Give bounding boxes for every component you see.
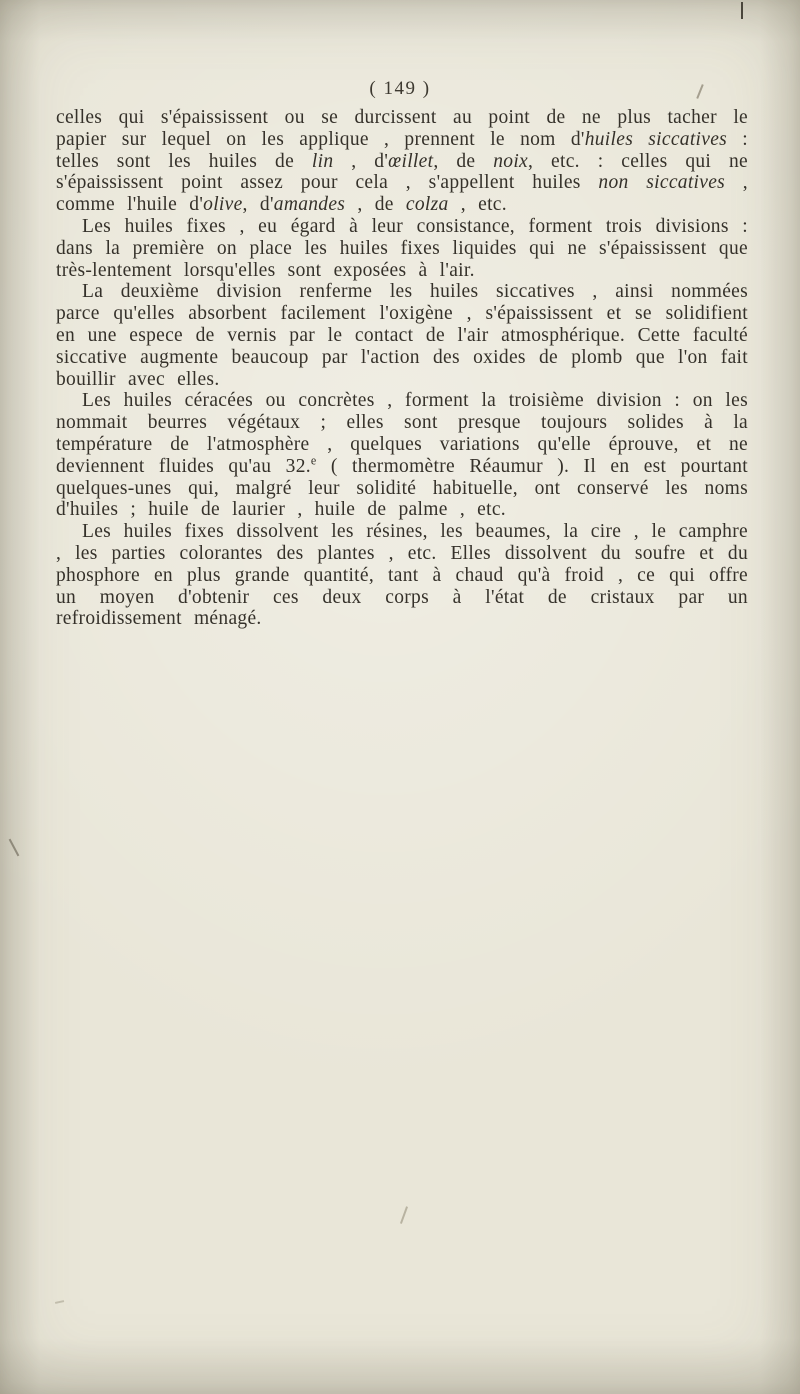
scan-artifact-bottom-slash [400,1206,408,1223]
text-run: Les huiles fixes , eu égard à leur consistance, forment trois divisions : dans la première on place les huiles fixes liquides qui ne s'épaississent que très-lentement lorsqu'elles sont exposées à l'air. [56,215,748,281]
scan-artifact-top-right-line [741,2,743,19]
text-run: , etc. : celles qui ne s'épaississent point assez pour cela , s'appellent huiles [56,150,749,194]
text-run: Les huiles céracées ou concrètes , forment la troisième division : on les nommait beurres végétaux ; elles sont presque toujours solides à la température de l'atmosphère , quelques variations qu'elle éprouve, et ne deviennent fluides qu'au 32. [56,390,748,477]
scan-artifact-bottom-left-mark [55,1300,64,1303]
text-run-italic: huiles siccatives [584,128,728,150]
text-run-italic: olive [203,194,243,216]
text-run: , d' [242,194,274,216]
text-run-italic: noix [493,150,528,172]
paragraph-solvent-properties [56,521,748,630]
text-run: , etc. [448,194,507,216]
text-run-italic: non siccatives [598,172,726,194]
text-run: , d' [333,150,389,172]
paragraph-third-division [56,390,748,521]
text-run-italic: œillet [388,150,434,172]
text-run: : telles sont les huiles de [56,128,748,172]
text-run-italic: colza [405,194,449,216]
text-run-italic: lin [311,150,334,172]
text-run: celles qui s'épaississent ou se durcissent au point de ne plus tacher le papier sur lequel on les applique , prennent le nom d' [56,107,748,150]
text-run-superscript: e [310,453,317,468]
text-run: , de [345,194,406,216]
paragraph-continuation [56,107,748,216]
text-run: La deuxième division renferme les huiles siccatives , ainsi nommées parce qu'elles absorbent facilement l'oxigène , s'épaississent et se solidifient en une espece de vernis par le contact de l'air atmosphérique. Cette faculté siccative augmente beaucoup par l'action des oxides de plomb que l'on fait bouillir avec elles. [56,281,748,390]
text-run: Les huiles fixes dissolvent les résines, les beaumes, la cire , le camphre , les parties colorantes des plantes , etc. Elles dissolvent du soufre et du phosphore en plus grande quantité, tant à chaud qu'à froid , ce qui offre un moyen d'obtenir ces deux corps à l'état de cristaux par un refroidissement ménagé. [56,521,748,630]
text-run: , de [433,150,494,172]
paragraph-second-division [56,281,748,390]
text-run: , comme l'huile d' [56,172,748,216]
page-text-block [56,107,748,630]
page-number: ( 149 ) [369,78,431,99]
paragraph-divisions [56,216,748,281]
text-run: ( thermomètre Réaumur ). Il en est pourtant quelques-unes qui, malgré leur solidité habituelle, ont conservé les noms d'huiles ; huile de laurier , huile de palme , etc. [56,455,748,521]
scan-artifact-left-margin-mark [9,839,20,857]
text-run-italic: amandes [273,194,346,216]
